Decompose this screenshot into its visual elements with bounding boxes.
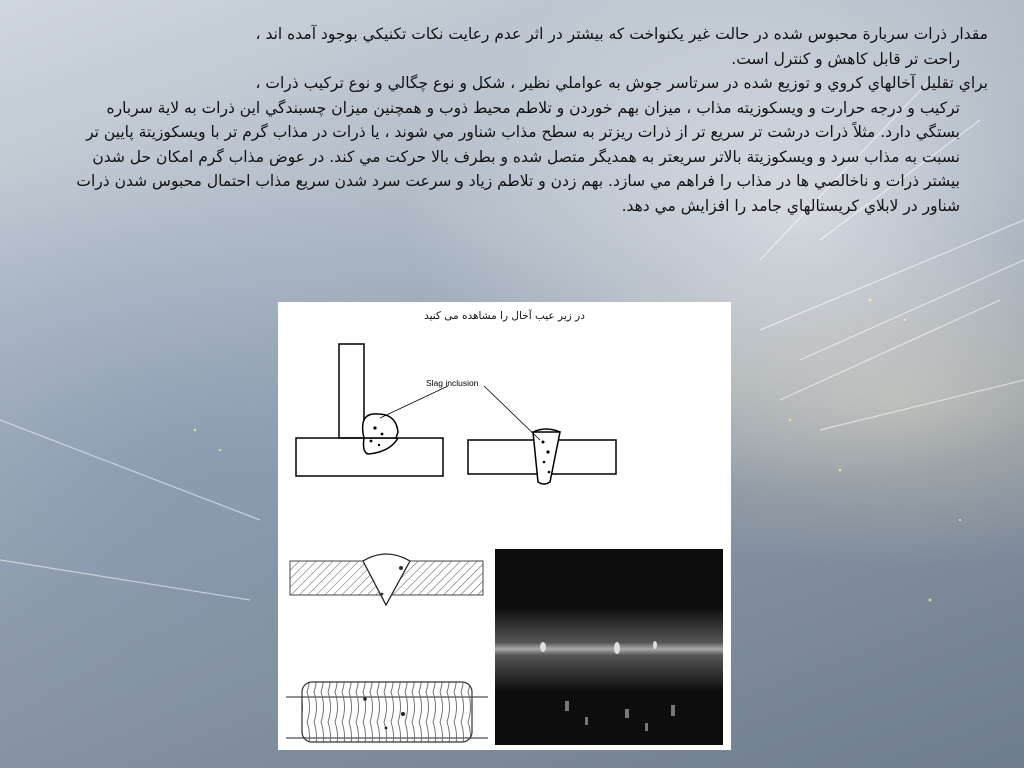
figure-caption: در زیر عیب آخال را مشاهده می کنید [424,310,585,322]
hatched-cross-section [290,554,483,605]
slag-inclusion-label: Slag inclusion [426,378,479,388]
paragraph-2-rest: تركيب و درجه حرارت و ويسكوزيته مذاب ، ميزان بهم خوردن و تلاطم محيط ذوب و همچنين ميزان چسبندگي اين ذرات به لاية سرباره بستگي دارد. مثلاً ذرات درشت تر سريع تر از ذرات ريزتر به سطح مذاب شناور مي شوند ، يا ذرات در مذاب گرم تر با ويسكوزيتة پايين تر نسبت به مذاب سرد و ويسكوزيتة بالاتر سريعتر به همديگر متصل شده و بطرف بالا حركت مي كند. در عوض مذاب گرم امكان حل شدن بيشتر ذرات و ناخالصي ها در مذاب را فراهم مي سازد. بهم زدن و تلاطم زياد و سرعت سرد شدن سريع مذاب احتمال محبوس شدن ذرات شناور در لابلاي كريستالهاي جامد را افزايش مي دهد. [76,98,960,215]
butt-joint-diagram [468,429,616,484]
radiograph-image [495,549,723,745]
paragraph-1 [70,22,988,71]
body-text [70,22,988,218]
paragraph-1-rest: راحت تر قابل كاهش و كنترل است. [731,49,960,68]
t-joint-diagram [296,344,443,476]
slag-inclusion-callout [380,386,540,440]
paragraph-2-first-line: براي تقليل آخالهاي كروي و توزيع شده در سرتاسر جوش به عواملي نظير ، شكل و نوع چگالي و نوع تركيب ذرات ، [255,74,988,92]
paragraph-1-first-line: مقدار ذرات سربارة محبوس شده در حالت غير يكنواخت كه بيشتر در اثر عدم رعايت نكات تكنيكي بوجود آمده اند ، [255,25,988,43]
slag-inclusion-figure [278,302,731,750]
weld-bead-top-view [286,682,488,742]
paragraph-2 [70,71,988,218]
